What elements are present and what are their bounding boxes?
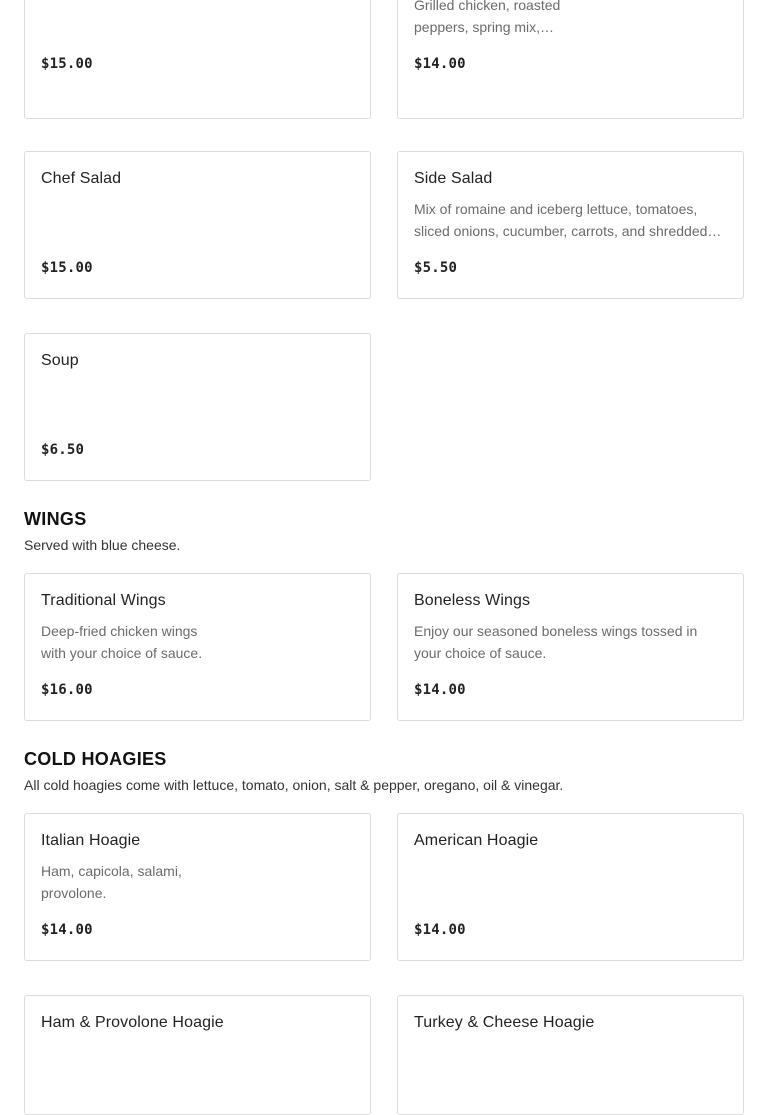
item-description: Enjoy our seasoned boneless wings tossed in your choice of sauce. bbox=[414, 623, 698, 661]
item-price: $14.00 bbox=[41, 922, 93, 938]
item-name: Side Salad bbox=[414, 170, 493, 187]
menu-item-card[interactable] bbox=[24, 573, 371, 721]
item-description: Grilled chicken, roasted peppers, spring mix,… bbox=[414, 0, 561, 35]
menu-item-card[interactable] bbox=[397, 0, 744, 119]
menu-item-card[interactable] bbox=[24, 813, 371, 961]
item-name: Ham & Provolone Hoagie bbox=[41, 1014, 224, 1031]
item-price: $16.00 bbox=[41, 682, 93, 698]
item-price: $5.50 bbox=[414, 260, 458, 276]
item-name: Turkey & Cheese Hoagie bbox=[414, 1014, 595, 1031]
item-name: Chef Salad bbox=[41, 170, 122, 187]
menu-item-card[interactable] bbox=[24, 995, 371, 1115]
item-name: Traditional Wings bbox=[41, 592, 166, 609]
section-title: WINGS bbox=[24, 509, 87, 529]
item-price: $14.00 bbox=[414, 56, 466, 72]
section-title: COLD HOAGIES bbox=[24, 749, 167, 769]
menu-item-card[interactable] bbox=[397, 151, 744, 299]
item-name: Italian Hoagie bbox=[41, 832, 141, 849]
item-description: Ham, capicola, salami, provolone. bbox=[41, 863, 182, 901]
menu-item-card[interactable] bbox=[397, 813, 744, 961]
item-name: Boneless Wings bbox=[414, 592, 531, 609]
item-description: Deep-fried chicken wings with your choice of sauce. bbox=[41, 623, 203, 661]
menu-item-card[interactable] bbox=[24, 333, 371, 481]
section-note: Served with blue cheese. bbox=[24, 537, 181, 553]
item-price: $14.00 bbox=[414, 682, 466, 698]
item-price: $14.00 bbox=[414, 922, 466, 938]
menu-item-card[interactable] bbox=[24, 0, 371, 119]
item-name: American Hoagie bbox=[414, 832, 539, 849]
menu-item-card[interactable] bbox=[24, 151, 371, 299]
item-description: Mix of romaine and iceberg lettuce, tomatoes, sliced onions, cucumber, carrots, and shredded… bbox=[414, 201, 722, 239]
menu-item-card[interactable] bbox=[397, 573, 744, 721]
section-note: All cold hoagies come with lettuce, tomato, onion, salt & pepper, oregano, oil & vinegar. bbox=[24, 777, 564, 793]
item-price: $15.00 bbox=[41, 56, 93, 72]
menu-item-card[interactable] bbox=[397, 995, 744, 1115]
item-price: $6.50 bbox=[41, 442, 85, 458]
item-name: Soup bbox=[41, 352, 79, 369]
item-price: $15.00 bbox=[41, 260, 93, 276]
